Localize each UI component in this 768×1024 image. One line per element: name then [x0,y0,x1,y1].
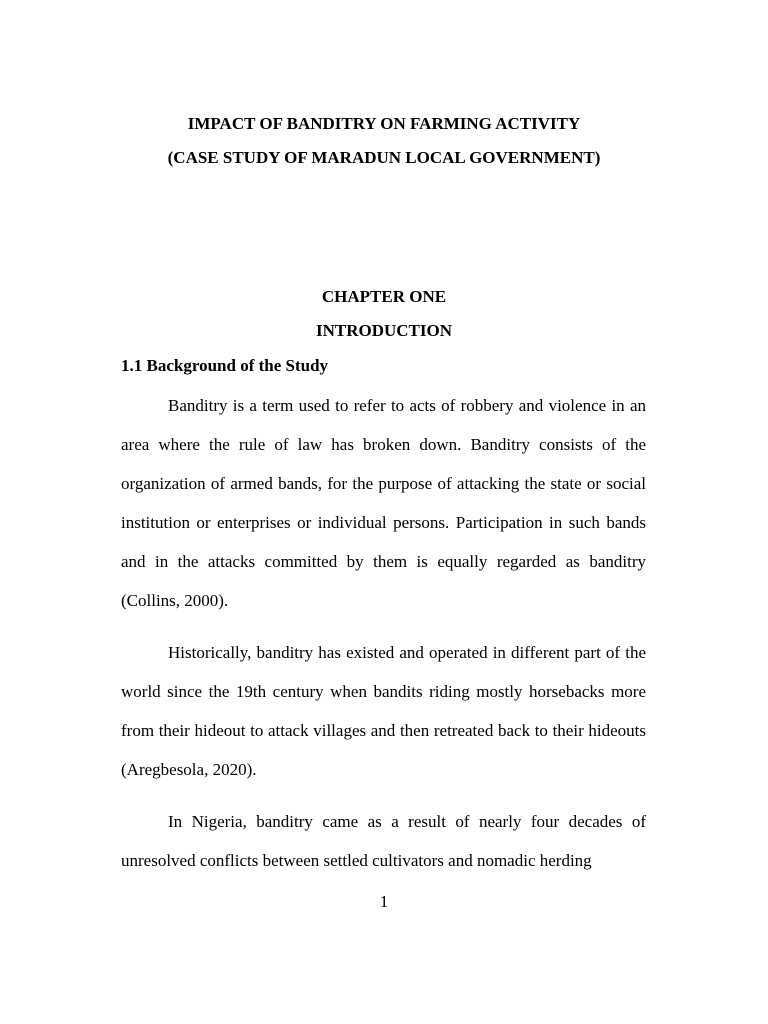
document-title-line-2: (CASE STUDY OF MARADUN LOCAL GOVERNMENT) [167,148,601,167]
chapter-title: INTRODUCTION [315,321,453,340]
paragraph-2: Historically, banditry has existed and operated in different part of the world since the 19th century when bandits riding mostly horsebacks more from their hideout to attack villages and then retreated back to their hideouts (Aregbesola, 2020). [121,643,646,779]
section-heading: 1.1 Background of the Study [121,356,329,375]
paragraph-3: In Nigeria, banditry came as a result of nearly four decades of unresolved conflicts between settled cultivators and nomadic herding [121,812,646,870]
chapter-label: CHAPTER ONE [321,287,447,306]
page-number: 1 [379,892,389,911]
document-title-line-1: IMPACT OF BANDITRY ON FARMING ACTIVITY [187,114,581,133]
paragraph-1: Banditry is a term used to refer to acts of robbery and violence in an area where the rule of law has broken down. Banditry consists of the organization of armed bands, for the purpose of attacking the state or social institution or enterprises or individual persons. Participation in such bands and in the attacks committed by them is equally regarded as banditry (Collins, 2000). [121,396,646,610]
